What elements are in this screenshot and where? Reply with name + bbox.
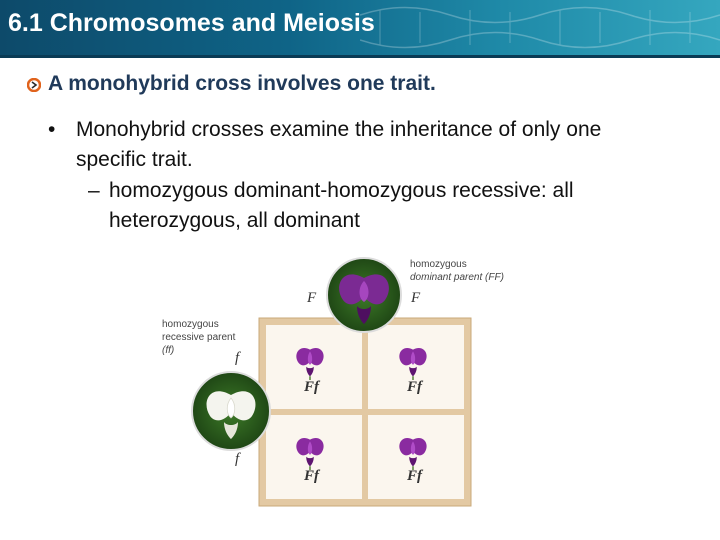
offspring-genotype: Ff xyxy=(407,468,422,484)
punnett-cell xyxy=(368,415,464,499)
offspring-genotype: Ff xyxy=(304,379,319,395)
title-bar xyxy=(0,0,720,55)
bullet-marker: • xyxy=(48,118,56,141)
slide-subtitle: A monohybrid cross involves one trait. xyxy=(48,72,436,95)
dominant-parent-flower-icon xyxy=(327,258,401,332)
dna-background-pattern xyxy=(360,0,720,55)
sub-bullet-marker: – xyxy=(88,179,100,202)
page-title: 6.1 Chromosomes and Meiosis xyxy=(8,9,375,37)
title-underline xyxy=(0,55,720,58)
allele-label: F xyxy=(307,290,317,306)
sub-bullet-text-line: homozygous dominant-homozygous recessive: all xyxy=(109,179,574,202)
recessive-parent-flower-icon xyxy=(192,372,270,450)
orange-bullet-icon xyxy=(27,78,41,92)
offspring-genotype: Ff xyxy=(304,468,319,484)
dominant-parent-caption: dominant parent (FF) xyxy=(410,272,504,283)
punnett-cell xyxy=(266,325,362,409)
allele-label: F xyxy=(411,290,421,306)
bullet-text-line: Monohybrid crosses examine the inheritance of only one xyxy=(76,118,602,141)
recessive-parent-caption: homozygous xyxy=(162,319,219,330)
recessive-parent-caption: (ff) xyxy=(162,345,175,356)
recessive-parent-caption: recessive parent xyxy=(162,332,236,343)
punnett-cell xyxy=(368,325,464,409)
punnett-square-diagram xyxy=(155,250,525,515)
dominant-parent-caption: homozygous xyxy=(410,259,467,270)
allele-label: f xyxy=(235,451,240,467)
sub-bullet-text-line: heterozygous, all dominant xyxy=(109,209,360,232)
offspring-genotype: Ff xyxy=(407,379,422,395)
punnett-square-figure xyxy=(155,250,525,515)
allele-label: f xyxy=(235,350,240,366)
bullet-text-line: specific trait. xyxy=(76,148,193,171)
punnett-cell xyxy=(266,415,362,499)
